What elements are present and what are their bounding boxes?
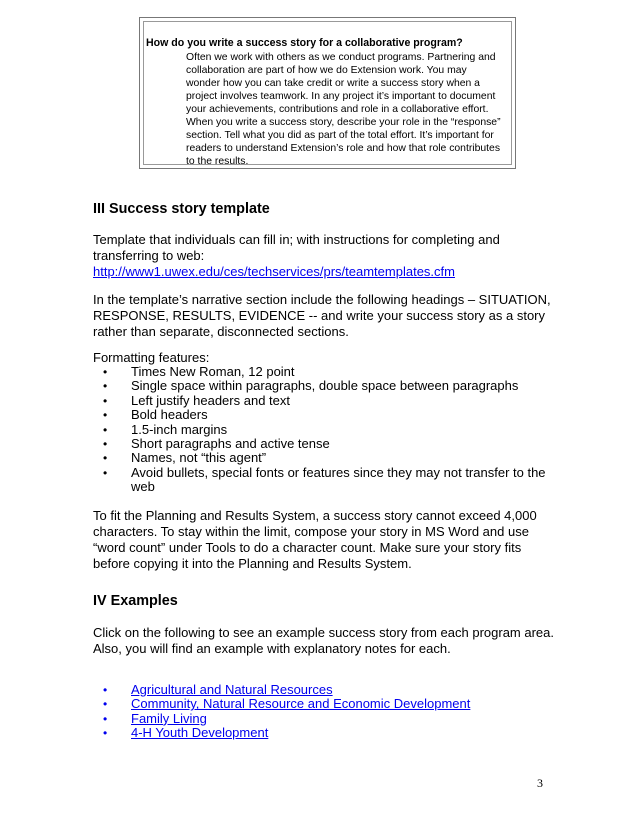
example-link[interactable]: 4-H Youth Development xyxy=(131,725,269,741)
formatting-item-line: web xyxy=(131,479,155,495)
callout-line: section. Tell what you did as part of the total effort. It’s important for xyxy=(186,130,494,141)
formatting-item-text xyxy=(131,379,553,393)
example-link-item xyxy=(93,726,553,740)
limit-line: To fit the Planning and Results System, a success story cannot exceed 4,000 xyxy=(93,508,537,523)
formatting-item xyxy=(93,379,553,393)
formatting-item-line: Avoid bullets, special fonts or features since they may not transfer to the xyxy=(131,464,546,480)
limit-paragraph xyxy=(93,508,553,572)
formatting-item-text xyxy=(131,365,553,379)
formatting-label: Formatting features: xyxy=(93,350,210,365)
callout-line: project involves teamwork. In any project it’s important to document xyxy=(186,91,496,102)
example-link[interactable]: Community, Natural Resource and Economic Development xyxy=(131,696,471,712)
limit-line: before copying it into the Planning and Results System. xyxy=(93,556,412,571)
bullet-icon: • xyxy=(103,422,108,437)
callout-question: How do you write a success story for a collaborative program? xyxy=(146,37,463,49)
formatting-item xyxy=(93,437,553,451)
template-line: Template that individuals can fill in; with instructions for completing and xyxy=(93,232,500,247)
example-links-list xyxy=(93,683,553,741)
callout-line: to the results. xyxy=(186,156,249,167)
formatting-item-line: Left justify headers and text xyxy=(131,392,290,408)
section-3-heading: III Success story template xyxy=(93,201,270,217)
example-link-item xyxy=(93,683,553,697)
bullet-icon: • xyxy=(103,393,108,408)
bullet-icon: • xyxy=(103,697,108,712)
callout-line: readers to understand Extension’s role and how that role contributes xyxy=(186,143,501,154)
example-link[interactable]: Family Living xyxy=(131,710,207,726)
formatting-item-line: 1.5-inch margins xyxy=(131,421,228,437)
example-link[interactable]: Agricultural and Natural Resources xyxy=(131,682,333,697)
callout-line: wonder how you can take credit or write a success story when a xyxy=(186,78,480,89)
bullet-icon: • xyxy=(103,437,108,452)
formatting-item-line: Bold headers xyxy=(131,407,208,423)
intro-line: Also, you will find an example with explanatory notes for each. xyxy=(93,641,451,656)
bullet-icon: • xyxy=(103,408,108,423)
bullet-icon: • xyxy=(103,365,108,379)
formatting-item-text xyxy=(131,451,553,465)
bullet-icon: • xyxy=(103,465,108,480)
callout-line: your achievements, contributions and role in a collaborative effort. xyxy=(186,104,489,115)
formatting-item-line: Single space within paragraphs, double space between paragraphs xyxy=(131,378,519,394)
formatting-item xyxy=(93,365,553,379)
callout-body xyxy=(186,51,508,168)
narrative-paragraph xyxy=(93,292,553,340)
examples-intro xyxy=(93,625,553,657)
narrative-line: RESPONSE, RESULTS, EVIDENCE -- and write your success story as a story xyxy=(93,308,545,323)
formatting-item-text xyxy=(131,423,553,437)
formatting-item xyxy=(93,451,553,465)
template-paragraph xyxy=(93,232,553,280)
callout-line: Often we work with others as we conduct programs. Partnering and xyxy=(186,52,496,63)
formatting-item xyxy=(93,466,553,495)
template-url-link[interactable]: http://www1.uwex.edu/ces/techservices/prs/teamtemplates.cfm xyxy=(93,264,455,279)
formatting-item-text xyxy=(131,408,553,422)
example-link-item xyxy=(93,697,553,711)
bullet-icon: • xyxy=(103,726,108,741)
formatting-item-line: Short paragraphs and active tense xyxy=(131,436,330,452)
formatting-item xyxy=(93,423,553,437)
template-line: transferring to web: xyxy=(93,248,205,263)
bullet-icon: • xyxy=(103,379,108,394)
callout-line: When you write a success story, describe your role in the “response” xyxy=(186,117,501,128)
formatting-item-text xyxy=(131,437,553,451)
page-number: 3 xyxy=(537,776,543,790)
formatting-item-line: Times New Roman, 12 point xyxy=(131,364,295,379)
section-4-heading: IV Examples xyxy=(93,593,178,609)
formatting-list xyxy=(93,365,553,495)
intro-line: Click on the following to see an example success story from each program area. xyxy=(93,625,554,640)
bullet-icon: • xyxy=(103,451,108,466)
callout-line: collaboration are part of how we do Extension work. You may xyxy=(186,65,467,76)
limit-line: “word count” under Tools to do a character count. Make sure your story fits xyxy=(93,540,522,555)
formatting-item xyxy=(93,394,553,408)
narrative-line: In the template’s narrative section include the following headings – SITUATION, xyxy=(93,292,551,307)
formatting-item-text xyxy=(131,394,553,408)
example-link-item xyxy=(93,712,553,726)
narrative-line: rather than separate, disconnected sections. xyxy=(93,324,349,339)
bullet-icon: • xyxy=(103,683,108,697)
bullet-icon: • xyxy=(103,711,108,726)
formatting-item xyxy=(93,408,553,422)
formatting-item-line: Names, not “this agent” xyxy=(131,450,267,466)
formatting-item-text xyxy=(131,466,553,495)
limit-line: characters. To stay within the limit, compose your story in MS Word and use xyxy=(93,524,529,539)
